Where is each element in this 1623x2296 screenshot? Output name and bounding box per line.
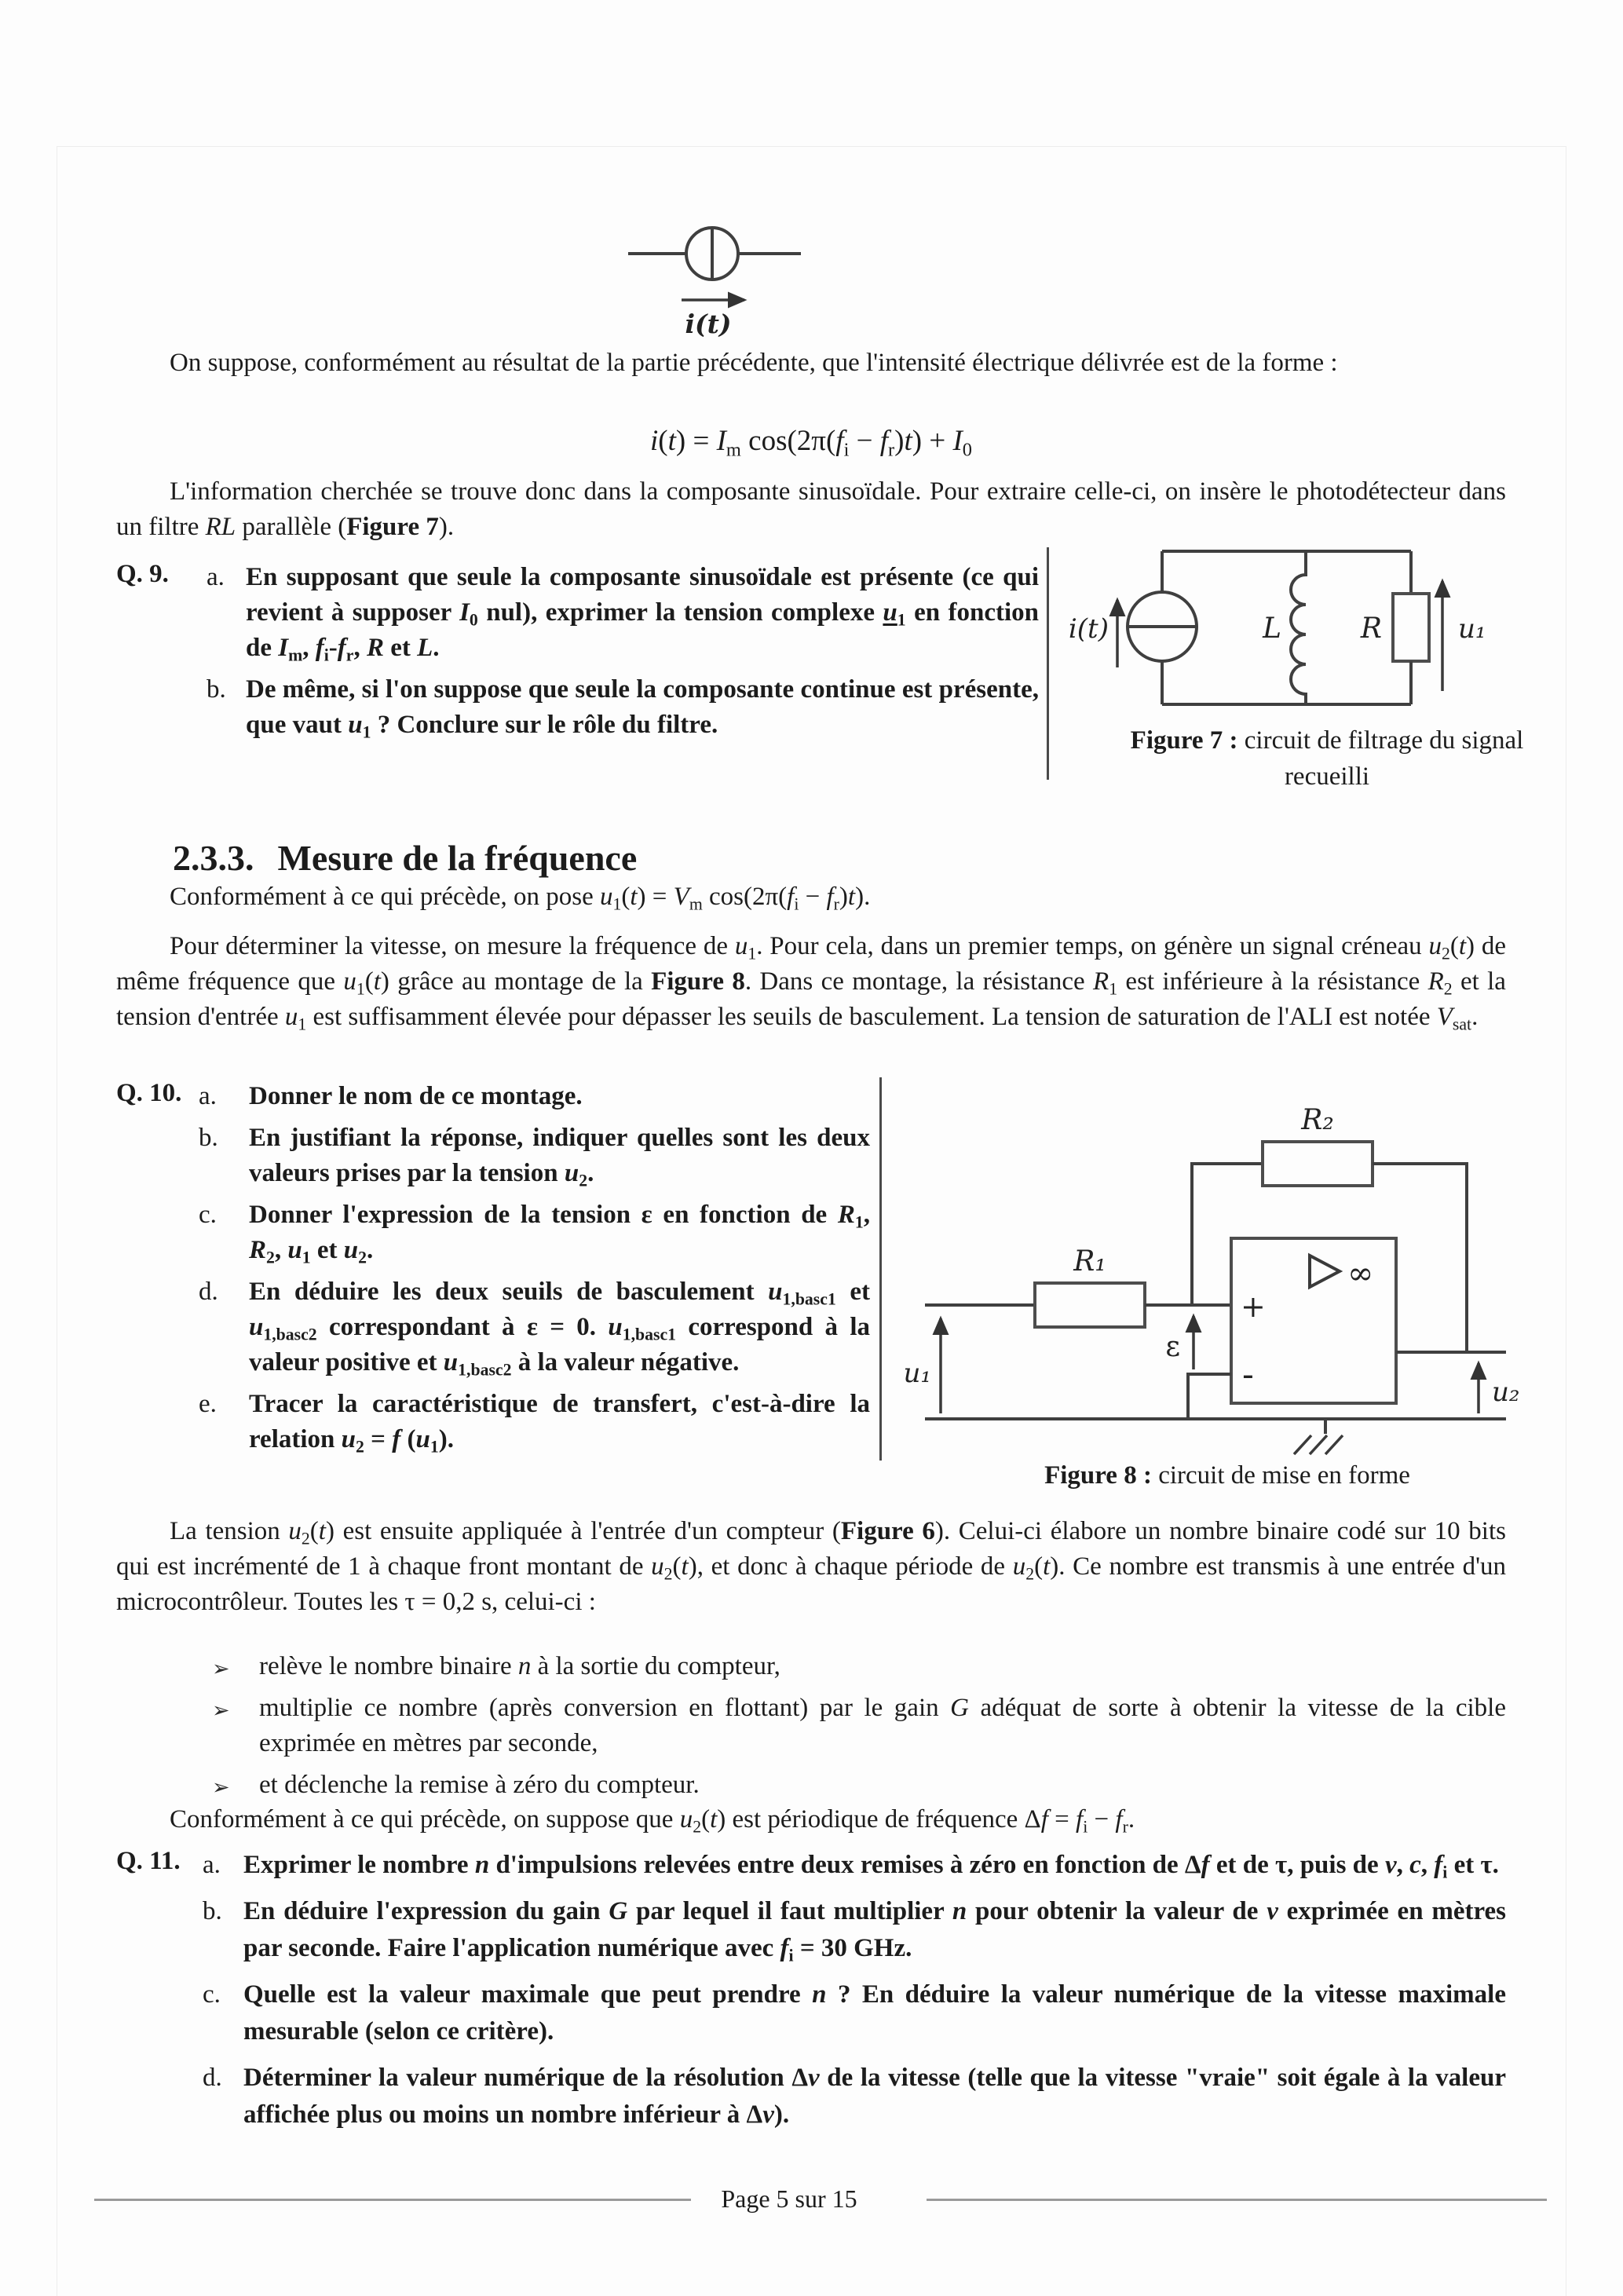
question-11-label: Q. 11.	[116, 1847, 181, 1875]
bullet-text: multiplie ce nombre (après conversion en flottant) par le gain G adéquat de sorte à obtenir la vitesse de la cible exprimée en mètres par seconde,	[259, 1694, 1506, 1757]
question-11-item-a	[116, 1847, 1506, 1884]
item-text: Quelle est la valeur maximale que peut prendre n ? En déduire la valeur numérique de la vitesse maximale mesurable (selon ce critère).	[243, 1980, 1506, 2046]
column-divider	[879, 1077, 882, 1461]
question-9-item-a	[116, 560, 1039, 666]
figure8-circuit-diagram	[901, 1093, 1585, 1456]
bullet-item	[116, 1691, 1506, 1761]
resistor-label: R	[1360, 612, 1382, 645]
item-text: Exprimer le nombre n d'impulsions relevées entre deux remises à zéro en fonction de Δf et de τ, puis de v, c, $f_i$ et τ.	[243, 1851, 1499, 1882]
item-letter: a.	[203, 1851, 221, 1879]
bullet-text: relève le nombre binaire n à la sortie du compteur,	[259, 1652, 780, 1680]
item-letter: a.	[199, 1082, 217, 1110]
figure7-caption: Figure 7 : circuit de filtrage du signal recueilli	[1130, 726, 1524, 791]
current-source-icon	[628, 228, 801, 280]
question-9-label: Q. 9.	[116, 560, 169, 588]
question-9-item-b	[116, 672, 1039, 743]
footer-rule-left	[94, 2199, 691, 2201]
inductor-label: L	[1263, 612, 1281, 645]
output-voltage-label: u₂	[1492, 1377, 1520, 1408]
epsilon-label: ε	[1165, 1331, 1180, 1363]
current-label: i(t)	[685, 309, 732, 338]
item-letter: e.	[199, 1390, 217, 1418]
item-text: En déduire l'expression du gain G par lequel il faut multiplier n pour obtenir la valeur de v exprimée en mètres par seconde. Faire l'application numérique avec $f_i = 30$ GHz.	[243, 1897, 1507, 1965]
resistor-r2-icon	[1263, 1142, 1373, 1186]
question-10-item-c	[116, 1197, 870, 1268]
resistor-r1-icon	[1035, 1283, 1145, 1327]
pose-paragraph: Conformément à ce qui précède, on pose $u_1(t) = V_m$ $\cos(2\pi(f_i - f_r)t)$.	[170, 883, 871, 914]
bullet-item	[116, 1768, 1506, 1803]
resistor-icon	[1393, 551, 1429, 704]
item-letter: b.	[203, 1897, 222, 1925]
item-letter: b.	[199, 1124, 218, 1152]
item-letter: c.	[199, 1201, 217, 1229]
question-11-item-c	[116, 1976, 1506, 2050]
bullet-arrow-icon: ➢	[212, 1698, 230, 1723]
question-10-item-a	[116, 1079, 870, 1114]
page-number: Page 5 sur 15	[721, 2184, 857, 2213]
item-text: En supposant que seule la composante sinusoïdale est présente (ce qui revient à supposer $I_0$ nul), exprimer la tension complexe $u_1$ en fonction de $I_m$, $f_i-f_r$, R et L.	[246, 563, 1040, 665]
intro-paragraph: On suppose, conformément au résultat de la partie précédente, que l'intensité électrique délivrée est de la forme :	[170, 349, 1338, 377]
bullet-arrow-icon: ➢	[212, 1775, 230, 1800]
item-text: Donner l'expression de la tension ε en fonction de $R_1$, $R_2$, $u_1$ et $u_2$.	[249, 1201, 870, 1267]
figure8-caption: Figure 8 : circuit de mise en forme	[1044, 1461, 1410, 1490]
opamp-infinity-label: ∞	[1347, 1256, 1374, 1292]
bullet-list	[116, 1649, 1506, 1803]
opamp-minus-label: -	[1242, 1355, 1254, 1395]
question-11-block	[116, 1847, 1506, 2133]
question-10-block	[116, 1079, 870, 1457]
bullet-item	[116, 1649, 1506, 1684]
current-source-icon	[1128, 551, 1197, 704]
item-letter: d.	[203, 2064, 222, 2092]
output-voltage-label: u₁	[1458, 613, 1486, 645]
question-10-item-d	[116, 1274, 870, 1380]
section-title: Mesure de la fréquence	[277, 838, 638, 878]
opamp-icon	[1231, 1238, 1396, 1403]
item-letter: c.	[203, 1980, 221, 2009]
item-text: En justifiant la réponse, indiquer quelles sont les deux valeurs prises par la tension $u_2$.	[249, 1124, 870, 1190]
bullet-text: et déclenche la remise à zéro du compteur.	[259, 1771, 700, 1799]
current-source-figure	[620, 198, 809, 338]
inductor-icon	[1291, 551, 1306, 704]
current-equation: $i(t) = I_m$ $\cos(2\pi(f_i - f_r)t) + I_0$	[649, 425, 972, 461]
resistor-r2-label: R₂	[1301, 1104, 1334, 1136]
resistor-r1-label: R₁	[1073, 1245, 1106, 1278]
question-10-item-b	[116, 1121, 870, 1191]
question-10-label: Q. 10.	[116, 1079, 182, 1107]
minus-input-wire	[1188, 1374, 1231, 1419]
item-letter: a.	[207, 563, 225, 591]
info-paragraph: L'information cherchée se trouve donc dans la composante sinusoïdale. Pour extraire celle-ci, on insère le photodétecteur dans un filtre RL parallèle (Figure 7).	[116, 477, 1506, 541]
figure7-circuit-diagram	[1052, 540, 1566, 722]
footer-rule-right	[927, 2199, 1547, 2201]
frequency-paragraph: Conformément à ce qui précède, on suppose que $u_2(t)$ est périodique de fréquence $\Delta f = f_i - f_r$.	[170, 1805, 1135, 1837]
input-voltage-label: u₁	[903, 1358, 931, 1389]
opamp-plus-label: +	[1241, 1289, 1266, 1324]
question-11-item-d	[116, 2060, 1506, 2133]
item-text: En déduire les deux seuils de basculement $u_{1,basc1}$ et $u_{1,basc2}$ correspondant à ε = 0. $u_{1,basc1}$ correspond à la valeur positive et $u_{1,basc2}$ à la valeur négative.	[249, 1278, 870, 1380]
item-text: Tracer la caractéristique de transfert, c'est-à-dire la relation $u_2 = f$ $(u_1)$.	[249, 1390, 870, 1457]
column-divider	[1047, 547, 1049, 780]
ground-icon	[1294, 1419, 1343, 1454]
section-heading	[173, 837, 637, 879]
question-11-item-b	[116, 1893, 1506, 1967]
item-text: Donner le nom de ce montage.	[249, 1082, 583, 1110]
item-text: Déterminer la valeur numérique de la résolution Δv de la vitesse (telle que la vitesse "vraie" soit égale à la valeur affichée plus ou moins un nombre inférieur à Δv).	[243, 2064, 1506, 2129]
section-number: 2.3.3.	[173, 838, 254, 878]
counter-paragraph: La tension $u_2(t)$ est ensuite appliquée à l'entrée d'un compteur (Figure 6). Celui-ci élabore un nombre binaire codé sur 10 bits qui est incrémenté de 1 à chaque front montant de $u_2(t)$, et donc à chaque période de $u_2(t)$. Ce nombre est transmis à une entrée d'un microcontrôleur. Toutes les τ = 0,2 s, celui-ci :	[116, 1517, 1507, 1616]
source-label: i(t)	[1068, 613, 1109, 645]
question-10-item-e	[116, 1387, 870, 1457]
item-letter: d.	[199, 1278, 218, 1306]
question-9-block	[116, 560, 1039, 743]
item-letter: b.	[207, 675, 226, 704]
bullet-arrow-icon: ➢	[212, 1657, 230, 1681]
vitesse-paragraph: Pour déterminer la vitesse, on mesure la fréquence de $u_1$. Pour cela, dans un premier temps, on génère un signal créneau $u_2(t)$ de même fréquence que $u_1(t)$ grâce au montage de la Figure 8. Dans ce montage, la résistance $R_1$ est inférieure à la résistance $R_2$ et la tension d'entrée $u_1$ est suffisamment élevée pour dépasser les seuils de basculement. La tension de saturation de l'ALI est notée $V_{sat}$.	[116, 932, 1506, 1034]
item-text: De même, si l'on suppose que seule la composante continue est présente, que vaut $u_1$ ? Conclure sur le rôle du filtre.	[246, 675, 1039, 742]
